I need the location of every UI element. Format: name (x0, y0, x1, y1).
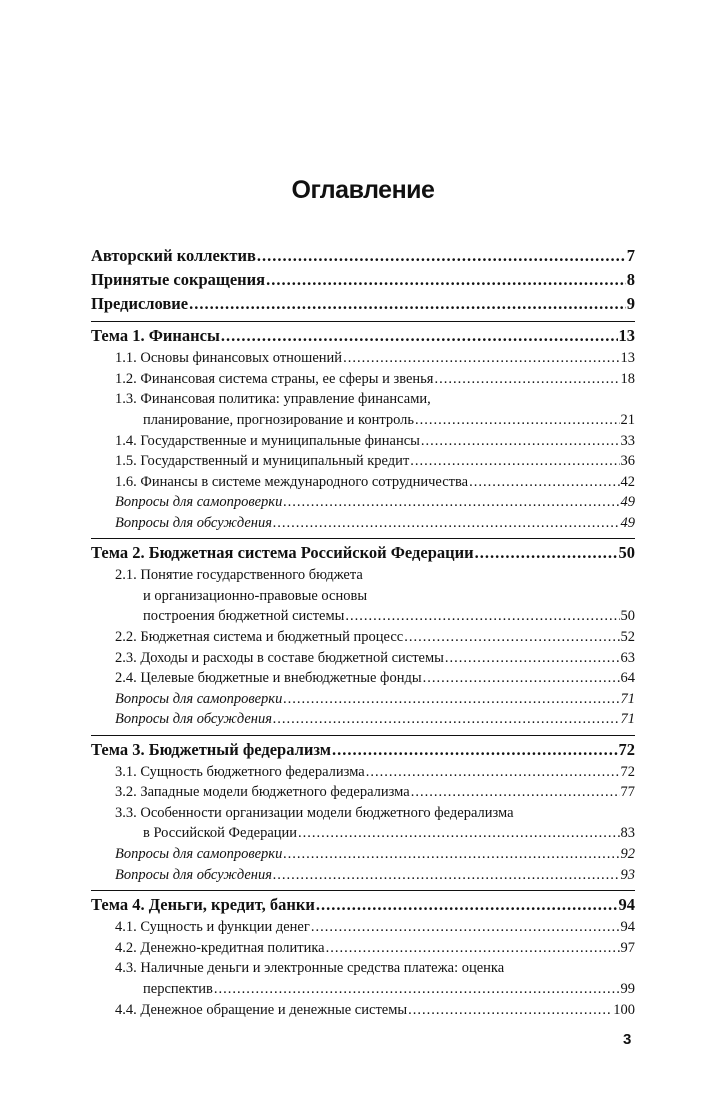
toc-entry[interactable] (91, 268, 635, 292)
entry-title: Предисловие (91, 294, 189, 313)
subentry-page: 97 (620, 939, 635, 956)
subentry-title-line: планирование, прогнозирование и контроль (143, 411, 414, 428)
questions-title: Вопросы для самопроверки (115, 690, 283, 707)
page-number: 3 (623, 1031, 632, 1048)
topic-page: 94 (618, 895, 635, 914)
toc-subentry[interactable] (115, 627, 635, 648)
questions-page: 71 (620, 690, 635, 707)
subentry-title: 4.4. Денежное обращение и денежные системы (115, 1001, 408, 1018)
subentry-title: 1.2. Финансовая система страны, ее сферы и звенья (115, 370, 434, 387)
questions-title: Вопросы для самопроверки (115, 846, 283, 862)
questions-title: Вопросы для обсуждения (115, 711, 272, 727)
entry-page: 9 (626, 294, 635, 313)
subentry-page: 36 (620, 453, 635, 469)
topic-title: Тема 2. Бюджетная система Российской Федерации (91, 543, 474, 562)
subentry-title: 2.3. Доходы и расходы в составе бюджетной системы (115, 649, 444, 666)
toc-questions-entry[interactable] (115, 844, 635, 865)
toc-subentry[interactable] (115, 648, 635, 669)
subentry-page: 33 (620, 432, 635, 449)
toc-subentry[interactable] (115, 431, 635, 452)
toc-subentry[interactable] (115, 1000, 635, 1021)
entry-page: 7 (626, 246, 635, 265)
subentry-page: 94 (620, 919, 635, 935)
subentry-title: 2.4. Целевые бюджетные и внебюджетные фонды (115, 670, 422, 686)
topic-title: Тема 4. Деньги, кредит, банки (91, 895, 315, 914)
page-title: Оглавление (291, 176, 435, 204)
subentry-title-line: 2.1. Понятие государственного бюджета (115, 567, 363, 583)
subentry-page: 64 (620, 670, 635, 686)
table-of-contents (91, 244, 635, 1020)
subentry-page: 50 (620, 608, 635, 624)
subentry-page: 21 (620, 411, 635, 428)
topic-page: 50 (618, 543, 635, 562)
toc-questions-entry[interactable] (115, 865, 635, 886)
toc-subentry[interactable] (115, 348, 635, 369)
toc-questions-entry[interactable] (115, 492, 635, 513)
toc-subentry[interactable] (115, 958, 635, 1000)
toc-topic-heading[interactable] (91, 890, 635, 917)
subentry-page: 63 (620, 649, 635, 666)
toc-subentry[interactable] (115, 668, 635, 689)
subentry-title-line: 4.3. Наличные деньги и электронные средства платежа: оценка (115, 960, 505, 976)
subentry-title: 3.1. Сущность бюджетного федерализма (115, 763, 365, 780)
questions-page: 93 (620, 866, 635, 883)
subentry-page: 77 (620, 784, 635, 800)
toc-topic-heading[interactable] (91, 735, 635, 762)
topic-page: 72 (618, 739, 635, 759)
subentry-page: 72 (620, 763, 635, 780)
topic-title: Тема 1. Финансы (91, 326, 220, 345)
subentry-title: 3.2. Западные модели бюджетного федерализма (115, 784, 410, 800)
subentry-title: 4.2. Денежно-кредитная политика (115, 939, 325, 956)
toc-subentry[interactable] (115, 917, 635, 938)
toc-subentry[interactable] (115, 565, 635, 627)
toc-subentry[interactable] (115, 389, 635, 431)
questions-title: Вопросы для обсуждения (115, 866, 272, 883)
questions-page: 92 (620, 846, 635, 862)
toc-topic-heading[interactable] (91, 321, 635, 348)
subentry-title: 1.6. Финансы в системе международного сотрудничества (115, 473, 469, 490)
subentry-page: 99 (620, 980, 635, 997)
subentry-title: 1.4. Государственные и муниципальные финансы (115, 432, 420, 449)
toc-subentry[interactable] (115, 762, 635, 783)
toc-topic-heading[interactable] (91, 538, 635, 565)
subentry-page: 42 (620, 473, 635, 490)
entry-page: 8 (626, 270, 635, 289)
topic-title: Тема 3. Бюджетный федерализм (91, 739, 331, 759)
toc-subentry[interactable] (115, 803, 635, 845)
subentry-title-line: 1.3. Финансовая политика: управление финансами, (115, 391, 431, 407)
questions-title: Вопросы для самопроверки (115, 494, 283, 510)
toc-entry[interactable] (91, 292, 635, 316)
subentry-title-line: 3.3. Особенности организации модели бюджетного федерализма (115, 804, 514, 821)
entry-title: Принятые сокращения (91, 270, 266, 289)
questions-page: 71 (620, 711, 635, 727)
questions-page: 49 (620, 514, 635, 531)
entry-title: Авторский коллектив (91, 246, 256, 265)
topic-page: 13 (618, 326, 635, 345)
toc-questions-entry[interactable] (115, 709, 635, 730)
toc-subentry[interactable] (115, 782, 635, 803)
questions-title: Вопросы для обсуждения (115, 514, 272, 531)
toc-subentry[interactable] (115, 451, 635, 472)
subentry-title-line: перспектив (143, 980, 213, 997)
subentry-title-line: построения бюджетной системы (143, 608, 345, 624)
subentry-title-line: в Российской Федерации (143, 825, 298, 841)
subentry-page: 83 (620, 825, 635, 841)
subentry-page: 18 (620, 370, 635, 387)
toc-entry[interactable] (91, 244, 635, 268)
toc-subentry[interactable] (115, 938, 635, 959)
subentry-page: 100 (613, 1001, 635, 1018)
subentry-page: 52 (620, 629, 635, 645)
toc-subentry[interactable] (115, 369, 635, 390)
toc-questions-entry[interactable] (115, 513, 635, 534)
toc-questions-entry[interactable] (115, 689, 635, 710)
subentry-title: 1.1. Основы финансовых отношений (115, 350, 343, 366)
subentry-title: 4.1. Сущность и функции денег (115, 919, 310, 935)
subentry-page: 13 (620, 350, 635, 366)
subentry-title: 2.2. Бюджетная система и бюджетный процесс (115, 629, 404, 645)
toc-subentry[interactable] (115, 472, 635, 493)
subentry-title-line: и организационно-правовые основы (143, 587, 368, 604)
questions-page: 49 (620, 494, 635, 510)
subentry-title: 1.5. Государственный и муниципальный кредит (115, 453, 410, 469)
